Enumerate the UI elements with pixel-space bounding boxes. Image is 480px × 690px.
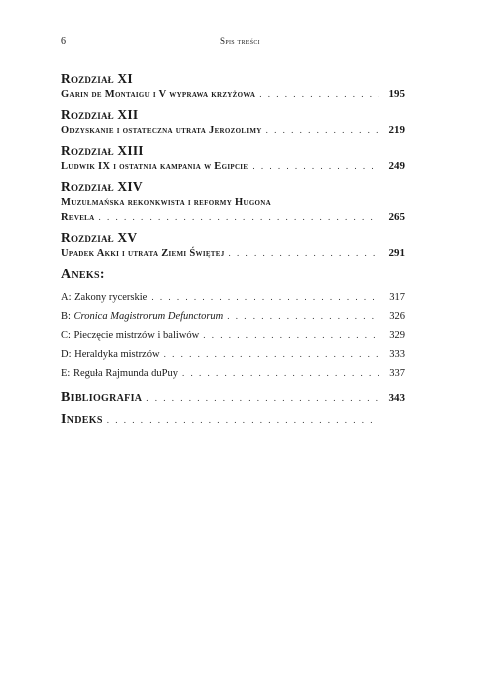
- toc-bibliography[interactable]: [61, 387, 405, 409]
- toc-chapter-14: [61, 178, 405, 225]
- appendix-title: Cronica Magistrorum Defunctorum: [73, 311, 224, 322]
- leader-dots: [107, 409, 379, 431]
- leader-dots: [203, 326, 379, 345]
- toc-entry[interactable]: [61, 123, 405, 138]
- leader-dots: [259, 87, 379, 102]
- aneks-heading: Aneks:: [61, 267, 105, 282]
- chapter-title-line-2: Revela: [61, 212, 95, 223]
- leader-dots: [227, 307, 379, 326]
- bibliography-title: Bibliografia: [61, 390, 143, 405]
- page-ref: 343: [388, 392, 405, 404]
- page-ref: 317: [389, 292, 405, 303]
- toc-appendix-b[interactable]: [61, 307, 405, 326]
- appendix-prefix: D:: [61, 349, 75, 360]
- chapter-title: Ludwik IX i ostatnia kampania w Egipcie: [61, 161, 249, 172]
- chapter-label: Rozdział XII: [61, 107, 139, 122]
- leader-dots: [229, 246, 379, 261]
- toc-entry[interactable]: [61, 210, 405, 225]
- leader-dots: [182, 364, 379, 383]
- leader-dots: [146, 387, 379, 409]
- toc-appendix-d[interactable]: [61, 345, 405, 364]
- appendix-prefix: C:: [61, 330, 74, 341]
- appendix-title: Zakony rycerskie: [74, 292, 148, 303]
- chapter-title: Odzyskanie i ostateczna utrata Jerozolimy: [61, 125, 262, 136]
- running-head: Spis treści: [220, 36, 260, 46]
- leader-dots: [99, 210, 380, 225]
- toc-chapter-12: [61, 106, 405, 138]
- appendix-prefix: E:: [61, 368, 73, 379]
- appendix-prefix: B:: [61, 311, 74, 322]
- appendix-prefix: A:: [61, 292, 75, 303]
- toc-appendix-c[interactable]: [61, 326, 405, 345]
- leader-dots: [164, 345, 379, 364]
- chapter-label: Rozdział XI: [61, 71, 133, 86]
- toc-chapter-13: [61, 142, 405, 174]
- index-title: Indeks: [61, 412, 103, 427]
- page-ref: 265: [388, 211, 405, 223]
- chapter-label: Rozdział XV: [61, 230, 138, 245]
- toc-appendix-a[interactable]: [61, 288, 405, 307]
- chapter-title-line-1: Muzułmańska rekonkwista i reformy Hugona: [61, 197, 272, 208]
- page-ref: 195: [388, 88, 405, 100]
- leader-dots: [252, 159, 379, 174]
- chapter-title: Garin de Montaigu i V wyprawa krzyżowa: [61, 89, 256, 100]
- page-ref: 329: [389, 330, 405, 341]
- toc-entry[interactable]: [61, 246, 405, 261]
- table-of-contents: [61, 70, 405, 431]
- leader-dots: [151, 288, 379, 307]
- page-ref: 337: [389, 368, 405, 379]
- chapter-label: Rozdział XIV: [61, 179, 143, 194]
- page-ref: 219: [388, 124, 405, 136]
- page-ref: 326: [389, 311, 405, 322]
- chapter-label: Rozdział XIII: [61, 143, 144, 158]
- appendix-title: Pieczęcie mistrzów i baliwów: [73, 330, 200, 341]
- toc-appendix-e[interactable]: [61, 364, 405, 383]
- page-ref: 249: [388, 160, 405, 172]
- page-ref: 333: [389, 349, 405, 360]
- toc-index[interactable]: [61, 409, 405, 431]
- toc-entry[interactable]: [61, 87, 405, 102]
- toc-chapter-11: [61, 70, 405, 102]
- toc-chapter-15: [61, 229, 405, 261]
- page-number: 6: [61, 36, 66, 47]
- page-ref: 291: [388, 247, 405, 259]
- leader-dots: [266, 123, 379, 138]
- appendix-title: Heraldyka mistrzów: [74, 349, 160, 360]
- appendix-title: Reguła Rajmunda duPuy: [72, 368, 178, 379]
- toc-entry[interactable]: [61, 159, 405, 174]
- chapter-title: Upadek Akki i utrata Ziemi Świętej: [61, 248, 225, 259]
